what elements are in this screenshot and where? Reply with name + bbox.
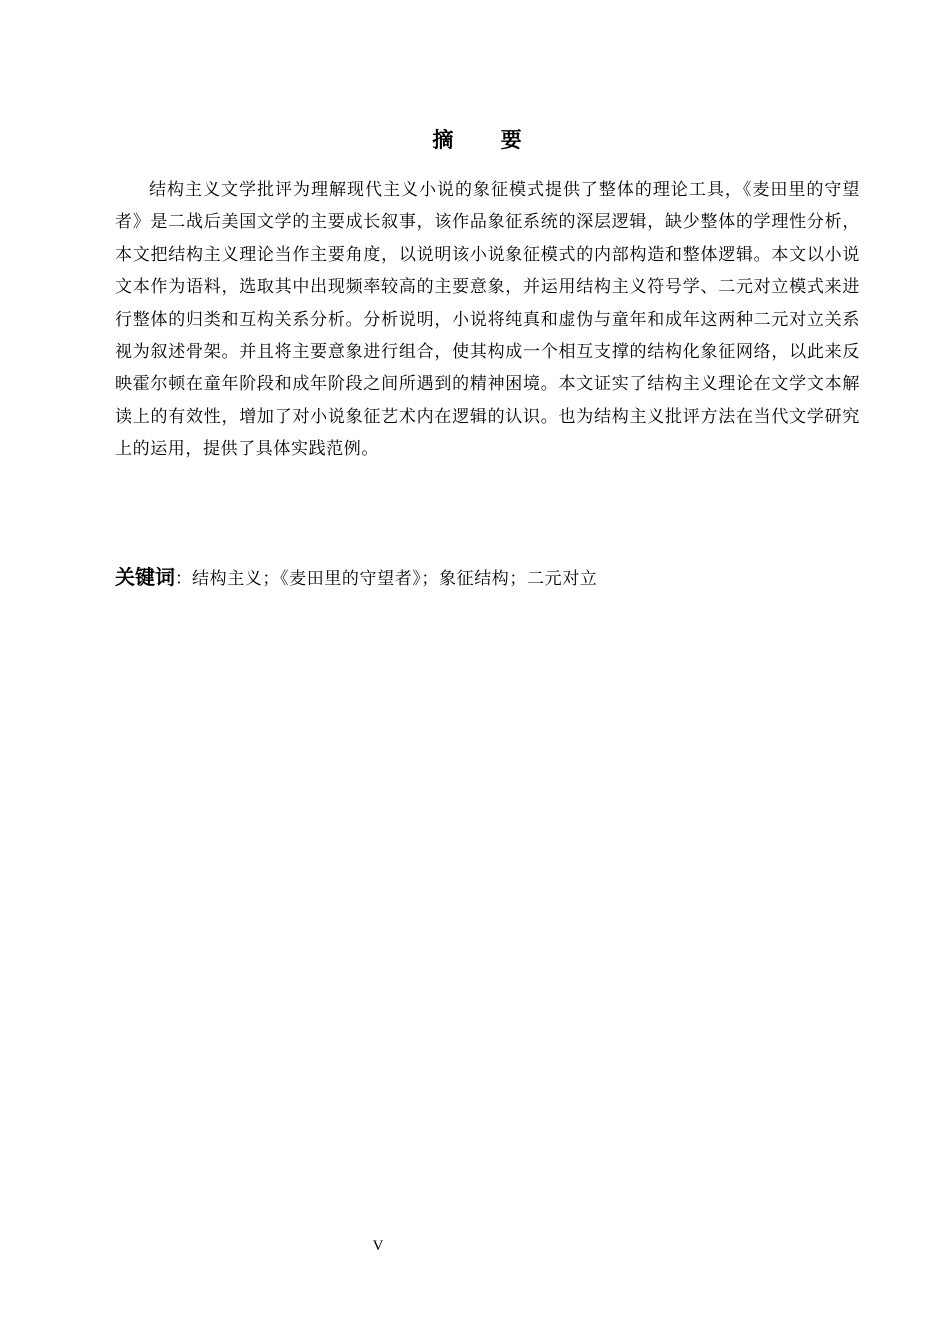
abstract-title: 摘 要 xyxy=(432,128,542,152)
keywords-label: 关键词 xyxy=(115,565,175,589)
keywords-line xyxy=(115,561,860,595)
keywords-colon: ： xyxy=(175,569,192,589)
keywords-text: 结构主义；《麦田里的守望者》；象征结构；二元对立 xyxy=(192,569,598,589)
abstract-body: 结构主义文学批评为理解现代主义小说的象征模式提供了整体的理论工具，《麦田里的守望者》是二战后美国文学的主要成长叙事，该作品象征系统的深层逻辑，缺少整体的学理性分析，本文把结构主义理论当作主要角度，以说明该小说象征模式的内部构造和整体逻辑。本文以小说文本作为语料，选取其中出现频率较高的主要意象，并运用结构主义符号学、二元对立模式来进行整体的归类和互构关系分析。分析说明，小说将纯真和虚伪与童年和成年这两种二元对立关系视为叙述骨架。并且将主要意象进行组合，使其构成一个相互支撑的结构化象征网络，以此来反映霍尔顿在童年阶段和成年阶段之间所遇到的精神困境。本文证实了结构主义理论在文学文本解读上的有效性，增加了对小说象征艺术内在逻辑的认识。也为结构主义批评方法在当代文学研究上的运用，提供了具体实践范例。 xyxy=(115,180,860,460)
page-number: V xyxy=(372,1238,384,1254)
